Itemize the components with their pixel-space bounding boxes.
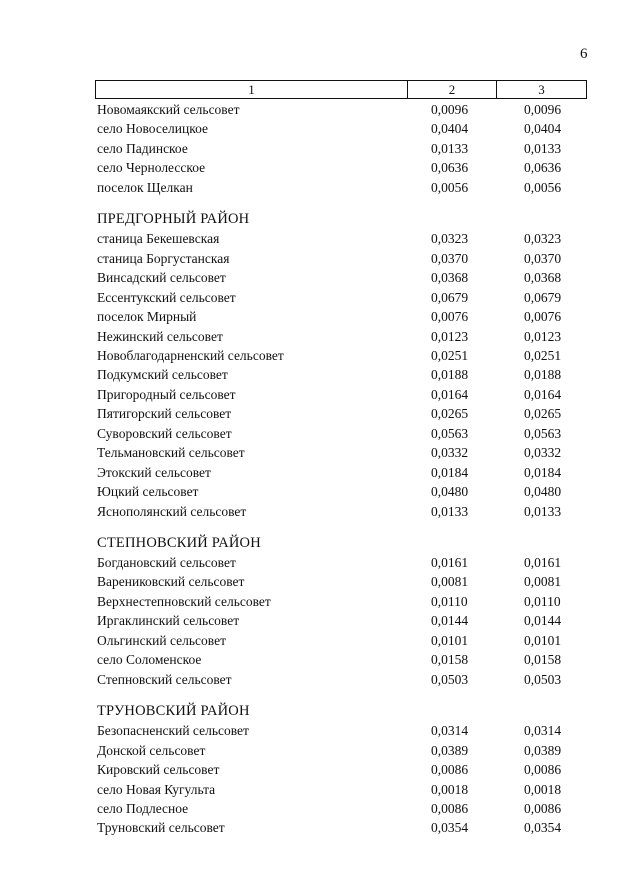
value-col-2: 0,0158 (431, 652, 469, 668)
municipality-name: Тельмановский сельсовет (97, 445, 245, 461)
table-row (97, 482, 597, 501)
value-col-2: 0,0076 (431, 309, 469, 325)
table-row (97, 327, 597, 346)
table-row (97, 572, 597, 591)
value-col-2: 0,0133 (431, 503, 469, 519)
value-col-2: 0,0389 (431, 742, 469, 758)
municipality-name: село Падинское (97, 140, 188, 156)
value-col-3: 0,0056 (524, 179, 562, 195)
value-col-3: 0,0563 (524, 425, 562, 441)
value-col-3: 0,0636 (524, 160, 562, 176)
table-row (97, 404, 597, 423)
value-col-2: 0,0354 (431, 820, 469, 836)
value-col-3: 0,0133 (524, 503, 562, 519)
municipality-name: Новомаякский сельсовет (97, 102, 240, 117)
municipality-name: Яснополянский сельсовет (97, 503, 247, 519)
municipality-name: станица Боргустанская (97, 250, 230, 266)
table-row (97, 443, 597, 462)
municipality-name: Безопасненский сельсовет (97, 723, 249, 739)
value-col-3: 0,0144 (524, 613, 562, 629)
value-col-2: 0,0636 (431, 160, 469, 176)
municipality-name: Суворовский сельсовет (97, 425, 232, 441)
municipality-name: Иргаклинский сельсовет (97, 613, 240, 629)
value-col-3: 0,0251 (524, 347, 562, 363)
value-col-3: 0,0018 (524, 781, 562, 797)
value-col-3: 0,0096 (524, 102, 562, 117)
table-row (97, 229, 597, 248)
value-col-3: 0,0133 (524, 140, 562, 156)
municipality-name: Пятигорский сельсовет (97, 406, 232, 422)
table-row (97, 650, 597, 669)
municipality-name: село Чернолесское (97, 160, 206, 176)
value-col-2: 0,0123 (431, 328, 469, 344)
district-heading: ПРЕДГОРНЫЙ РАЙОН (97, 211, 250, 228)
municipality-name: Ольгинский сельсовет (97, 632, 226, 648)
value-col-2: 0,0164 (431, 386, 469, 402)
value-col-3: 0,0086 (524, 800, 562, 816)
value-col-3: 0,0086 (524, 762, 562, 778)
value-col-2: 0,0133 (431, 140, 469, 156)
table-row (97, 100, 597, 119)
value-col-3: 0,0314 (524, 723, 562, 739)
value-col-2: 0,0251 (431, 347, 469, 363)
municipality-name: Юцкий сельсовет (97, 484, 199, 500)
value-col-3: 0,0679 (524, 289, 562, 305)
value-col-3: 0,0404 (524, 121, 562, 137)
value-col-2: 0,0503 (431, 671, 469, 687)
value-col-3: 0,0480 (524, 484, 562, 500)
municipality-name: село Соломенское (97, 652, 202, 668)
municipality-name: станица Бекешевская (97, 231, 220, 247)
municipality-name: Подкумский сельсовет (97, 367, 228, 383)
table-row (97, 799, 597, 818)
value-col-3: 0,0503 (524, 671, 562, 687)
value-col-2: 0,0332 (431, 445, 469, 461)
value-col-3: 0,0161 (524, 555, 562, 570)
municipality-name: село Подлесное (97, 800, 189, 816)
value-col-3: 0,0188 (524, 367, 562, 383)
table-row (97, 139, 597, 158)
table-row (97, 288, 597, 307)
value-col-3: 0,0354 (524, 820, 562, 836)
municipality-name: поселок Щелкан (97, 179, 193, 195)
municipality-name: село Новая Кугульта (97, 781, 216, 797)
municipality-name: Степновский сельсовет (97, 671, 232, 687)
value-col-2: 0,0370 (431, 250, 469, 266)
table-row (97, 307, 597, 326)
district-heading: СТЕПНОВСКИЙ РАЙОН (97, 535, 261, 551)
value-col-2: 0,0323 (431, 231, 469, 247)
value-col-3: 0,0184 (524, 464, 562, 480)
municipality-name: Труновский сельсовет (97, 820, 225, 836)
municipality-name: Верхнестепновский сельсовет (97, 593, 271, 609)
municipality-name: Варениковский сельсовет (97, 574, 245, 590)
table-row (97, 611, 597, 630)
value-col-3: 0,0101 (524, 632, 562, 648)
value-col-3: 0,0368 (524, 270, 562, 286)
value-col-2: 0,0265 (431, 406, 469, 422)
value-col-2: 0,0184 (431, 464, 469, 480)
value-col-2: 0,0404 (431, 121, 469, 137)
value-col-3: 0,0123 (524, 328, 562, 344)
value-col-2: 0,0056 (431, 179, 469, 195)
value-col-2: 0,0086 (431, 800, 469, 816)
table-row (97, 268, 597, 287)
value-col-2: 0,0480 (431, 484, 469, 500)
value-col-3: 0,0370 (524, 250, 562, 266)
municipality-name: Нежинский сельсовет (97, 328, 223, 344)
value-col-3: 0,0110 (524, 593, 561, 609)
table-row (97, 249, 597, 268)
table-row (97, 592, 597, 611)
value-col-2: 0,0144 (431, 613, 469, 629)
value-col-2: 0,0368 (431, 270, 469, 286)
table-row (97, 502, 597, 521)
table-header-col-1: 1 (95, 80, 408, 99)
table-row (97, 760, 597, 779)
value-col-3: 0,0076 (524, 309, 562, 325)
value-col-3: 0,0158 (524, 652, 562, 668)
table-row (97, 346, 597, 365)
value-col-2: 0,0081 (431, 574, 469, 590)
page-number: 6 (580, 46, 588, 62)
table-row (97, 631, 597, 650)
municipality-name: Новоблагодарненский сельсовет (97, 347, 284, 363)
municipality-name: село Новоселицкое (97, 121, 208, 137)
table-row (97, 178, 597, 197)
municipality-name: Пригородный сельсовет (97, 386, 236, 402)
district-heading: ТРУНОВСКИЙ РАЙОН (97, 703, 250, 720)
value-col-2: 0,0161 (431, 555, 469, 570)
table-row (97, 424, 597, 443)
value-col-2: 0,0086 (431, 762, 469, 778)
value-col-3: 0,0081 (524, 574, 562, 590)
value-col-2: 0,0563 (431, 425, 469, 441)
value-col-2: 0,0188 (431, 367, 469, 383)
value-col-3: 0,0389 (524, 742, 562, 758)
value-col-3: 0,0164 (524, 386, 562, 402)
table-row (97, 721, 597, 740)
value-col-3: 0,0323 (524, 231, 562, 247)
value-col-2: 0,0096 (431, 102, 469, 117)
table-header-col-3: 3 (496, 80, 587, 99)
municipality-name: Ессентукский сельсовет (97, 289, 236, 305)
value-col-2: 0,0314 (431, 723, 469, 739)
table-row (97, 818, 597, 837)
municipality-name: поселок Мирный (97, 309, 197, 325)
value-col-2: 0,0110 (431, 593, 468, 609)
value-col-3: 0,0332 (524, 445, 562, 461)
municipality-name: Донской сельсовет (97, 742, 206, 758)
value-col-2: 0,0679 (431, 289, 469, 305)
municipality-name: Этокский сельсовет (97, 464, 211, 480)
value-col-2: 0,0018 (431, 781, 469, 797)
table-row (97, 385, 597, 404)
municipality-name: Винсадский сельсовет (97, 270, 226, 286)
table-header-col-2: 2 (407, 80, 497, 99)
table-row (97, 158, 597, 177)
municipality-name: Кировский сельсовет (97, 762, 220, 778)
table-row (97, 553, 597, 572)
table-row (97, 365, 597, 384)
table-row (97, 463, 597, 482)
table-row (97, 119, 597, 138)
table-row (97, 741, 597, 760)
municipality-name: Богдановский сельсовет (97, 555, 236, 570)
table-row (97, 780, 597, 799)
value-col-3: 0,0265 (524, 406, 562, 422)
value-col-2: 0,0101 (431, 632, 469, 648)
table-row (97, 670, 597, 689)
